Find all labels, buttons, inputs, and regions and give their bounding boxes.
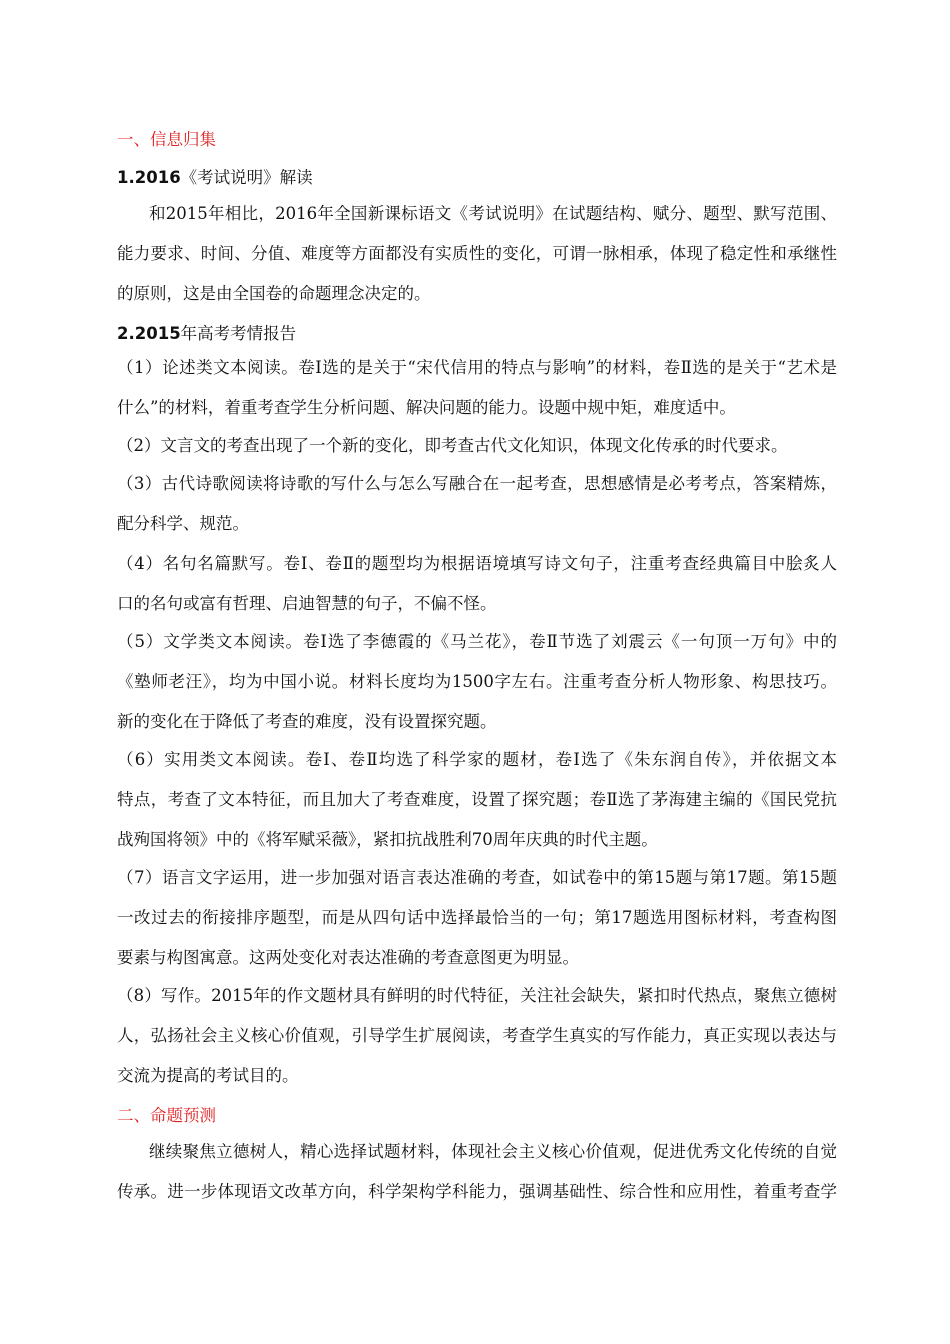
subheading-text: 年高考考情报告: [180, 324, 297, 343]
subheading-text: 《考试说明》解读: [180, 168, 313, 187]
report-line: （7）语言文字运用，进一步加强对语言表达准确的考查，如试卷中的第15题与第17题。第15题: [117, 868, 837, 887]
section-heading-prediction: 二、命题预测: [117, 1106, 216, 1125]
report-line: （5）文学类文本阅读。卷Ⅰ选了李德霞的《马兰花》，卷Ⅱ节选了刘震云《一句顶一万句》中的: [117, 632, 837, 651]
report-line: （2）文言文的考查出现了一个新的变化，即考查古代文化知识，体现文化传承的时代要求。: [117, 436, 788, 455]
report-line: 《塾师老汪》，均为中国小说。材料长度均为1500字左右。注重考查分析人物形象、构思技巧。: [117, 672, 837, 691]
report-line: 特点，考查了文本特征，而且加大了考查难度，设置了探究题；卷Ⅱ选了茅海建主编的《国民党抗: [117, 790, 837, 809]
subheading-number: 2.2015: [117, 324, 181, 343]
report-line: （3）古代诗歌阅读将诗歌的写什么与怎么写融合在一起考查，思想感情是必考考点，答案精炼，: [117, 474, 837, 493]
report-line: 什么”的材料，着重考查学生分析问题、解决问题的能力。设题中规中矩，难度适中。: [117, 398, 736, 417]
report-line: 新的变化在于降低了考查的难度，没有设置探究题。: [117, 712, 497, 731]
report-line: （1）论述类文本阅读。卷Ⅰ选的是关于“宋代信用的特点与影响”的材料，卷Ⅱ选的是关于“艺术是: [117, 358, 837, 377]
paragraph-line: 的原则，这是由全国卷的命题理念决定的。: [117, 284, 431, 303]
report-line: 战殉国将领》中的《将军赋采薇》，紧扣抗战胜利70周年庆典的时代主题。: [117, 830, 658, 849]
prediction-line: 继续聚焦立德树人，精心选择试题材料，体现社会主义核心价值观，促进优秀文化传统的自觉: [149, 1142, 837, 1161]
report-line: （6）实用类文本阅读。卷Ⅰ、卷Ⅱ均选了科学家的题材，卷Ⅰ选了《朱东润自传》，并依据文本: [117, 750, 837, 769]
paragraph-line: 和2015年相比，2016年全国新课标语文《考试说明》在试题结构、赋分、题型、默写范围、: [149, 204, 837, 223]
subheading-number: 1.2016: [117, 168, 181, 187]
report-line: （8）写作。2015年的作文题材具有鲜明的时代特征，关注社会缺失，紧扣时代热点，聚焦立德树: [117, 986, 837, 1005]
report-line: （4）名句名篇默写。卷Ⅰ、卷Ⅱ的题型均为根据语境填写诗文句子，注重考查经典篇目中脍炙人: [117, 554, 837, 573]
paragraph-line: 能力要求、时间、分值、难度等方面都没有实质性的变化，可谓一脉相承，体现了稳定性和承继性: [117, 244, 837, 263]
report-line: 一改过去的衔接排序题型，而是从四句话中选择最恰当的一句；第17题选用图标材料，考查构图: [117, 908, 837, 927]
report-line: 交流为提高的考试目的。: [117, 1066, 299, 1085]
subheading-exam-guide: [117, 164, 313, 188]
report-line: 人，弘扬社会主义核心价值观，引导学生扩展阅读，考查学生真实的写作能力，真正实现以表达与: [117, 1026, 837, 1045]
prediction-line: 传承。进一步体现语文改革方向，科学架构学科能力，强调基础性、综合性和应用性，着重考查学: [117, 1182, 837, 1201]
section-heading-info-collection: 一、信息归集: [117, 130, 216, 149]
report-line: 配分科学、规范。: [117, 514, 249, 533]
subheading-exam-report: [117, 320, 296, 344]
report-line: 要素与构图寓意。这两处变化对表达准确的考查意图更为明显。: [117, 948, 579, 967]
report-line: 口的名句或富有哲理、启迪智慧的句子，不偏不怪。: [117, 594, 497, 613]
